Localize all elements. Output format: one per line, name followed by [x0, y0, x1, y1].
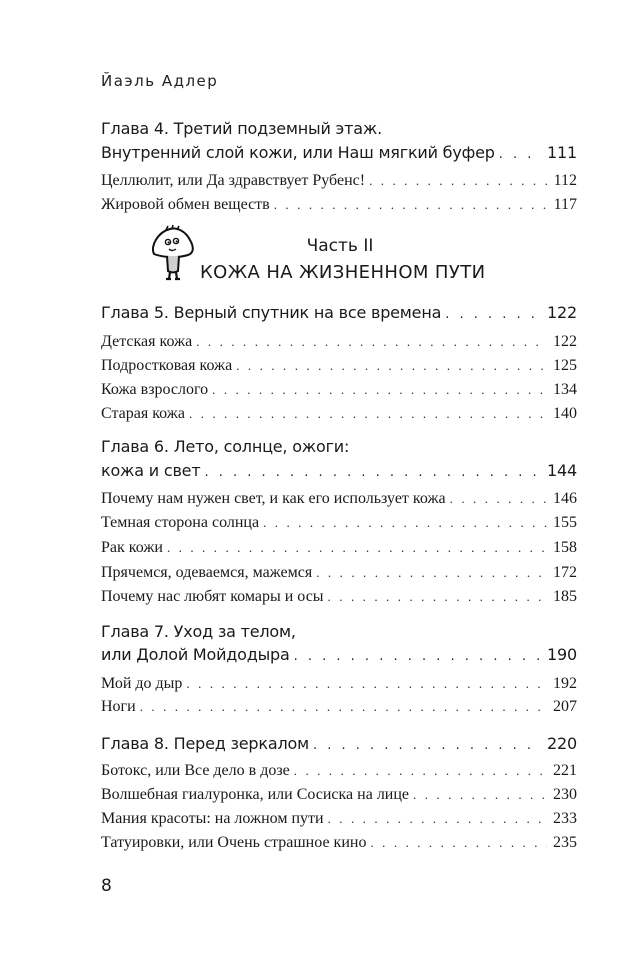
part-label: Часть II	[306, 236, 374, 256]
dot-leader	[413, 787, 547, 803]
section-page: 112	[553, 172, 577, 189]
section-title: Темная сторона солнца	[101, 514, 260, 531]
dot-leader	[370, 835, 547, 851]
chapter-5-entry[interactable]	[101, 303, 577, 322]
toc-section-entry[interactable]	[101, 810, 577, 828]
section-page: 185	[553, 588, 577, 605]
chapter-6-entry[interactable]	[101, 461, 577, 480]
toc-section-entry[interactable]	[101, 196, 577, 214]
chapter-5-title: Глава 5. Верный спутник на все времена	[101, 303, 442, 322]
dot-leader	[189, 406, 547, 422]
chapter-8-title: Глава 8. Перед зеркалом	[101, 734, 309, 753]
dot-leader	[294, 649, 541, 664]
toc-section-entry[interactable]	[101, 490, 577, 508]
section-title: Кожа взрослого	[101, 381, 209, 398]
chapter-4-title-line1: Глава 4. Третий подземный этаж.	[101, 119, 382, 138]
toc-section-entry[interactable]	[101, 357, 577, 375]
dot-leader	[186, 676, 547, 692]
chapter-7-title-line2: или Долой Мойдодыра	[101, 645, 290, 664]
toc-section-entry[interactable]	[101, 786, 577, 804]
dot-leader	[445, 307, 541, 322]
dot-leader	[212, 382, 547, 398]
chapter-8-page: 220	[547, 734, 577, 753]
chapter-7-title-line1: Глава 7. Уход за телом,	[101, 622, 296, 641]
section-title: Детская кожа	[101, 333, 193, 350]
chapter-7-page: 190	[547, 645, 577, 664]
section-title: Почему нам нужен свет, и как его использует кожа	[101, 490, 446, 507]
section-page: 140	[553, 405, 577, 422]
toc-section-entry[interactable]	[101, 564, 577, 582]
section-title: Волшебная гиалуронка, или Сосиска на лице	[101, 786, 410, 803]
section-page: 125	[553, 357, 577, 374]
dot-leader	[204, 465, 541, 480]
dot-leader	[140, 699, 547, 715]
dot-leader	[263, 515, 547, 531]
toc-section-entry[interactable]	[101, 675, 577, 693]
dot-leader	[450, 491, 547, 507]
section-page: 192	[553, 675, 577, 692]
chapter-6-title-line2: кожа и свет	[101, 461, 201, 480]
toc-section-entry[interactable]	[101, 762, 577, 780]
dot-leader	[236, 358, 547, 374]
dot-leader	[167, 540, 547, 556]
section-title: Подростковая кожа	[101, 357, 233, 374]
dot-leader	[294, 763, 547, 779]
section-page: 158	[553, 539, 577, 556]
toc-section-entry[interactable]	[101, 698, 577, 716]
running-header-author: Йаэль Адлер	[101, 72, 219, 90]
dot-leader	[499, 147, 541, 162]
chapter-7-entry[interactable]	[101, 645, 577, 664]
toc-section-entry[interactable]	[101, 514, 577, 532]
chapter-5-page: 122	[547, 303, 577, 322]
toc-section-entry[interactable]	[101, 539, 577, 557]
section-title: Ботокс, или Все дело в дозе	[101, 762, 290, 779]
toc-section-entry[interactable]	[101, 405, 577, 423]
section-page: 172	[553, 564, 577, 581]
dot-leader	[328, 589, 547, 605]
dot-leader	[196, 334, 547, 350]
section-page: 122	[553, 333, 577, 350]
toc-section-entry[interactable]	[101, 834, 577, 852]
toc-section-entry[interactable]	[101, 381, 577, 399]
page-number: 8	[101, 876, 112, 896]
dot-leader	[316, 565, 547, 581]
part-title[interactable]: КОЖА НА ЖИЗНЕННОМ ПУТИ	[200, 262, 486, 283]
section-title: Старая кожа	[101, 405, 185, 422]
chapter-8-entry[interactable]	[101, 734, 577, 753]
section-title: Прячемся, одеваемся, мажемся	[101, 564, 313, 581]
toc-section-entry[interactable]	[101, 588, 577, 606]
section-title: Ноги	[101, 698, 136, 715]
section-page: 230	[553, 786, 577, 803]
section-page: 134	[553, 381, 577, 398]
chapter-6-page: 144	[547, 461, 577, 480]
section-page: 155	[553, 514, 577, 531]
dot-leader	[274, 197, 548, 213]
toc-section-entry[interactable]	[101, 172, 577, 190]
dot-leader	[313, 738, 541, 753]
section-page: 221	[553, 762, 577, 779]
cartoon-mascot-icon	[148, 224, 198, 282]
section-page: 207	[553, 698, 577, 715]
section-title: Целлюлит, или Да здравствует Рубенс!	[101, 172, 366, 189]
dot-leader	[369, 173, 548, 189]
chapter-4-title-line2: Внутренний слой кожи, или Наш мягкий буфер	[101, 143, 495, 162]
section-page: 235	[553, 834, 577, 851]
section-title: Татуировки, или Очень страшное кино	[101, 834, 367, 851]
section-page: 117	[553, 196, 577, 213]
chapter-4-page: 111	[547, 143, 577, 162]
section-title: Жировой обмен веществ	[101, 196, 270, 213]
toc-section-entry[interactable]	[101, 333, 577, 351]
chapter-4-entry[interactable]	[101, 143, 577, 162]
dot-leader	[328, 811, 547, 827]
section-page: 146	[553, 490, 577, 507]
section-page: 233	[553, 810, 577, 827]
section-title: Почему нас любят комары и осы	[101, 588, 324, 605]
section-title: Рак кожи	[101, 539, 163, 556]
section-title: Мания красоты: на ложном пути	[101, 810, 324, 827]
section-title: Мой до дыр	[101, 675, 183, 692]
chapter-6-title-line1: Глава 6. Лето, солнце, ожоги:	[101, 437, 350, 456]
